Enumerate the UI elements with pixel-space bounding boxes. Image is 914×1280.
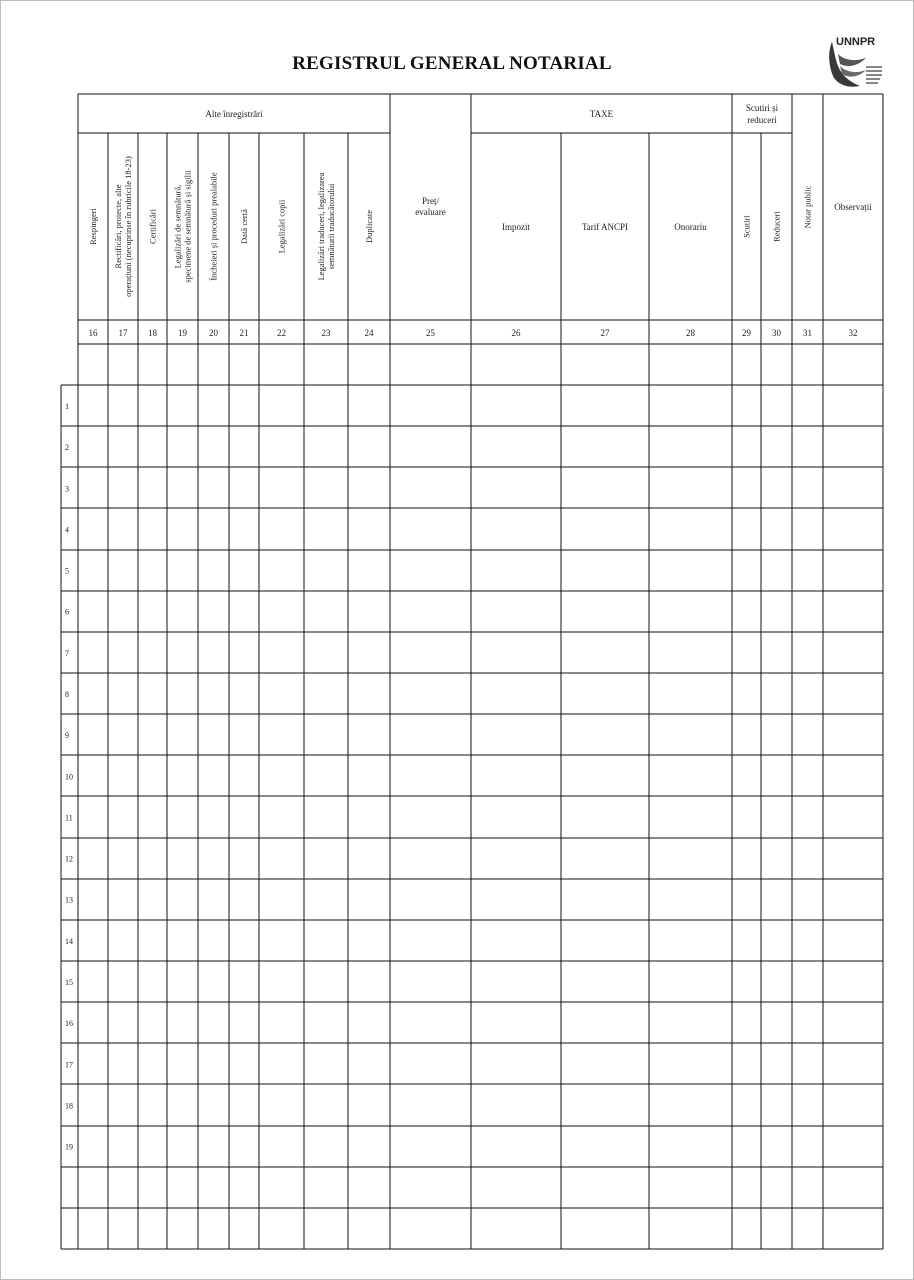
column-header-label: evaluare — [415, 207, 446, 217]
column-header-label: operațiuni (necuprinse în rubricile 18-23) — [123, 156, 133, 297]
column-header-label: Certificări — [147, 209, 158, 244]
group-header-alte: Alte înregistrări — [205, 109, 263, 119]
row-number: 1 — [65, 402, 69, 411]
column-number: 28 — [686, 328, 695, 338]
column-header-label: Impozit — [502, 222, 530, 232]
column-header-label: Onorariu — [674, 222, 707, 232]
group-header-scutiri-line2: reduceri — [747, 115, 777, 125]
column-header-label: Dată certă — [239, 209, 249, 244]
column-number: 21 — [239, 328, 249, 338]
column-header-label: semnăturii traducătorului — [326, 183, 336, 270]
column-number: 22 — [277, 328, 286, 338]
row-number: 7 — [65, 648, 69, 658]
group-header-scutiri-line1: Scutiri și — [745, 103, 779, 113]
column-header-label: Preț/ — [422, 196, 439, 206]
row-number: 8 — [65, 690, 69, 699]
row-number: 5 — [65, 566, 69, 576]
column-number: 19 — [178, 328, 187, 338]
row-number: 4 — [65, 525, 69, 535]
column-number: 32 — [848, 328, 858, 338]
column-number: 30 — [772, 328, 781, 338]
column-header-label: Legalizări copii — [276, 199, 287, 254]
column-header-label: Observații — [834, 202, 872, 212]
column-number: 23 — [321, 328, 331, 338]
row-number: 6 — [65, 607, 69, 617]
column-header-label: Rectificări, proiecte, alte — [113, 184, 123, 269]
column-header-label: Tarif ANCPI — [581, 222, 629, 232]
row-number: 2 — [65, 443, 69, 453]
row-number: 13 — [65, 895, 73, 905]
column-header-label: specimene de semnătură și sigilii — [182, 170, 193, 283]
column-header-label: Notar public — [802, 185, 813, 229]
page-title: REGISTRUL GENERAL NOTARIAL — [292, 53, 612, 74]
row-number: 17 — [65, 1060, 73, 1070]
row-number: 12 — [65, 854, 73, 864]
row-number: 10 — [65, 772, 73, 782]
column-header-label: Legalizări traduceri, legalizarea — [316, 172, 326, 281]
column-header-label: Scutiri — [741, 215, 752, 238]
column-number: 16 — [88, 328, 98, 338]
column-number: 20 — [209, 328, 218, 338]
column-number: 24 — [364, 328, 374, 338]
row-number: 9 — [65, 731, 69, 741]
column-number: 18 — [148, 328, 157, 338]
column-number: 25 — [426, 328, 435, 338]
column-header-label: Încheieri și proceduri prealabile — [208, 172, 219, 281]
column-number: 17 — [118, 328, 128, 338]
column-header-label: Respingeri — [88, 208, 98, 245]
column-number: 29 — [742, 328, 751, 338]
row-number: 19 — [65, 1142, 73, 1152]
column-header-label: Duplicate — [364, 209, 374, 244]
group-header-taxe: TAXE — [589, 109, 614, 119]
row-number: 16 — [65, 1019, 73, 1029]
row-number: 15 — [65, 978, 73, 987]
column-number: 27 — [600, 328, 610, 338]
logo-text: UNNPR — [836, 36, 876, 48]
row-number: 3 — [65, 484, 69, 494]
row-number: 14 — [65, 936, 73, 946]
column-number: 26 — [511, 328, 521, 338]
row-number: 11 — [65, 813, 73, 823]
column-header-label: Legalizări de semnătură, — [172, 184, 183, 269]
row-number: 18 — [65, 1101, 73, 1111]
column-number: 31 — [803, 328, 812, 338]
column-header-label: Reduceri — [771, 211, 782, 242]
